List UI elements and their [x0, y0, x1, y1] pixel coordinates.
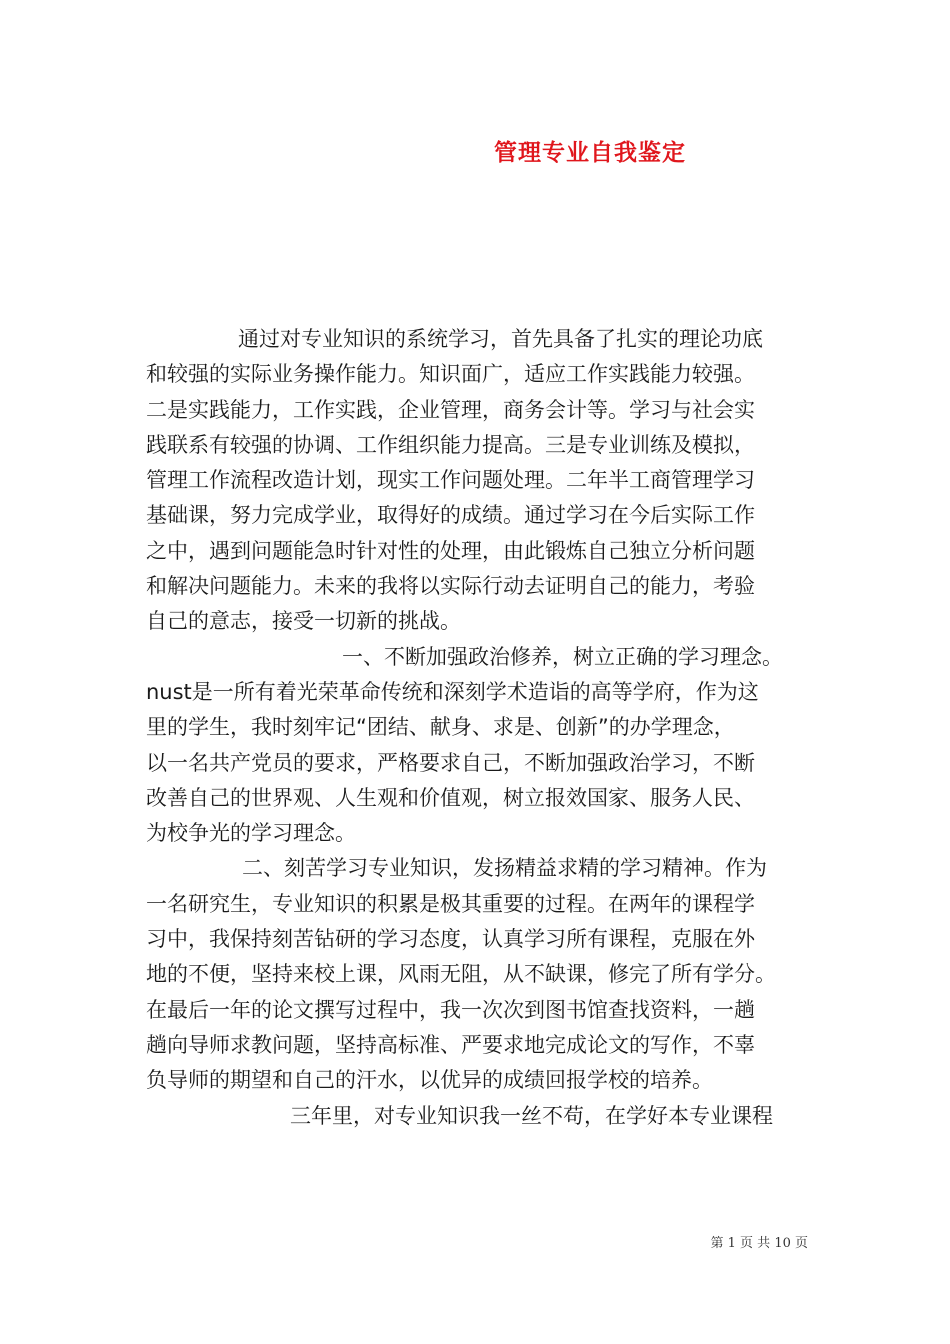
- body-line: 践联系有较强的协调、工作组织能力提高。三是专业训练及模拟，: [146, 432, 755, 457]
- document-body: [146, 322, 814, 1134]
- body-line: 习中，我保持刻苦钻研的学习态度，认真学习所有课程，克服在外: [146, 927, 755, 952]
- body-line: 和较强的实际业务操作能力。知识面广，适应工作实践能力较强。: [146, 362, 755, 387]
- body-line: 为校争光的学习理念。: [146, 821, 356, 846]
- body-line: 改善自己的世界观、人生观和价值观，树立报效国家、服务人民、: [146, 785, 755, 810]
- body-line: 三年里，对专业知识我一丝不苟，在学好本专业课程: [290, 1103, 773, 1128]
- body-line: 趟向导师求教问题，坚持高标准、严要求地完成论文的写作，不辜: [146, 1032, 755, 1057]
- body-line: 负导师的期望和自己的汗水，以优异的成绩回报学校的培养。: [146, 1068, 713, 1093]
- body-line: 一名研究生，专业知识的积累是极其重要的过程。在两年的课程学: [146, 891, 755, 916]
- body-line: 基础课，努力完成学业，取得好的成绩。通过学习在今后实际工作: [146, 503, 755, 528]
- body-line: 通过对专业知识的系统学习，首先具备了扎实的理论功底: [238, 327, 763, 351]
- body-line: 以一名共产党员的要求，严格要求自己，不断加强政治学习，不断: [146, 750, 755, 775]
- body-line: 在最后一年的论文撰写过程中，我一次次到图书馆查找资料，一趟: [146, 997, 755, 1022]
- body-line: nust是一所有着光荣革命传统和深刻学术造诣的高等学府，作为这: [146, 679, 759, 704]
- body-line: 自己的意志，接受一切新的挑战。: [146, 609, 461, 634]
- body-line: 里的学生，我时刻牢记“团结、献身、求是、创新”的办学理念，: [146, 715, 735, 740]
- body-line: 一、不断加强政治修养，树立正确的学习理念。: [342, 644, 783, 669]
- body-line: 二、刻苦学习专业知识，发扬精益求精的学习精神。作为: [242, 856, 767, 881]
- document-title: 管理专业自我鉴定: [494, 139, 686, 166]
- body-line: 地的不便，坚持来校上课，风雨无阻，从不缺课，修完了所有学分。: [146, 962, 776, 987]
- body-line: 之中，遇到问题能急时针对性的处理，由此锻炼自己独立分析问题: [146, 538, 755, 563]
- body-line: 二是实践能力，工作实践，企业管理，商务会计等。学习与社会实: [146, 397, 755, 422]
- page-footer: 第 1 页 共 10 页: [710, 1236, 808, 1251]
- body-line: 和解决问题能力。未来的我将以实际行动去证明自己的能力，考验: [146, 574, 755, 599]
- body-line: 管理工作流程改造计划，现实工作问题处理。二年半工商管理学习: [146, 468, 755, 493]
